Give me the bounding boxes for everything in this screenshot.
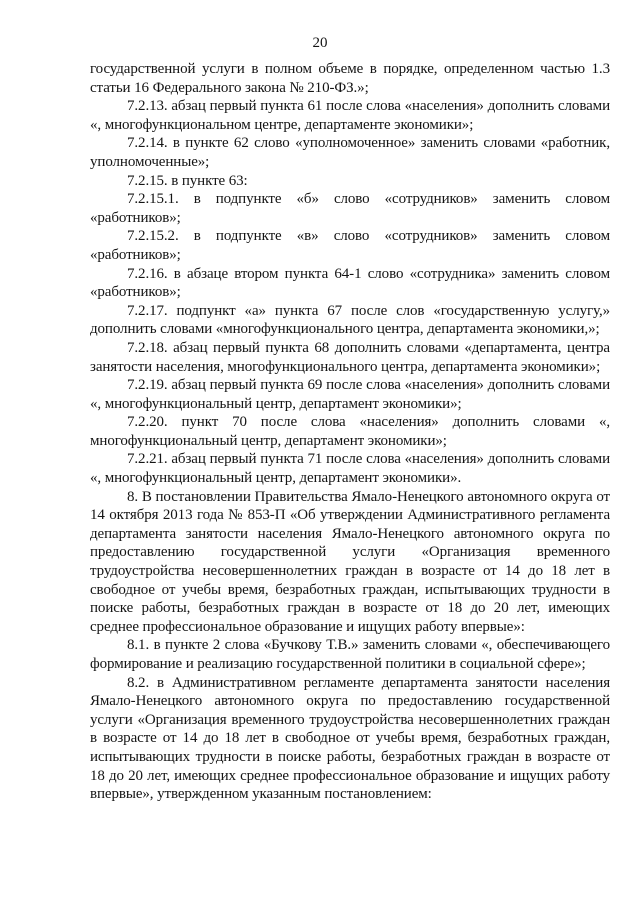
paragraph: 8. В постановлении Правительства Ямало-Ненецкого автономного округа от 14 октября 2013 года № 853-П «Об утверждении Административного регламента департамента занятости населения Ямало-Ненецкого автономного округа по предоставлению государственной услуги «Организация временного трудоустройства несовершеннолетних граждан в возрасте от 14 до 18 лет в свободное от учебы время, безработных граждан, испытывающих трудности в поиске работы, безработных граждан в возрасте от 18 до 20 лет, имеющих среднее профессиональное образование и ищущих работу впервые»: [90,488,610,635]
paragraph: 7.2.15.1. в подпункте «б» слово «сотрудников» заменить словом «работников»; [90,191,610,226]
paragraph: 7.2.21. абзац первый пункта 71 после слова «населения» дополнить словами «, многофункциональный центр, департамент экономики». [90,451,610,487]
paragraph: 8.1. в пункте 2 слова «Бучкову Т.В.» заменить словами «, обеспечивающего формирование и реализацию государственной политики в социальной сфере»; [90,637,610,672]
paragraph: 7.2.13. абзац первый пункта 61 после слова «населения» дополнить словами «, многофункциональном центре, департаменте экономики»; [90,98,610,133]
paragraph: 7.2.18. абзац первый пункта 68 дополнить словами «департамента, центра занятости населения, многофункционального центра, департамента экономики»; [90,339,610,375]
page-number: 20 [312,35,328,51]
paragraph: государственной услуги в полном объеме в порядке, определенном частью 1.3 статьи 16 Федерального закона № 210-ФЗ.»; [90,61,610,96]
paragraph: 7.2.17. подпункт «а» пункта 67 после слов «государственную услугу,» дополнить словами «многофункционального центра, департамента экономики,»; [90,302,610,338]
document-body [90,60,610,804]
paragraph: 7.2.20. пункт 70 после слова «населения» дополнить словами «, многофункциональный центр, департамент экономики»; [90,414,610,449]
paragraph: 7.2.16. в абзаце втором пункта 64-1 слово «сотрудника» заменить словом «работников»; [90,265,610,301]
paragraph: 7.2.19. абзац первый пункта 69 после слова «населения» дополнить словами «, многофункциональный центр, департамент экономики»; [90,377,610,412]
paragraph: 8.2. в Административном регламенте департамента занятости населения Ямало-Ненецкого автономного округа по предоставлению государственной услуги «Организация временного трудоустройства несовершеннолетних граждан в возрасте от 14 до 18 лет в свободное от учебы время, безработных граждан, испытывающих трудности в поиске работы, безработных граждан в возрасте от 18 до 20 лет, имеющих среднее профессиональное образование и ищущих работу впервые», утвержденном указанным постановлением: [90,674,610,803]
paragraph: 7.2.14. в пункте 62 слово «уполномоченное» заменить словами «работник, уполномоченные»; [90,135,610,170]
paragraph: 7.2.15.2. в подпункте «в» слово «сотрудников» заменить словом «работников»; [90,228,610,263]
paragraph: 7.2.15. в пункте 63: [127,172,248,189]
